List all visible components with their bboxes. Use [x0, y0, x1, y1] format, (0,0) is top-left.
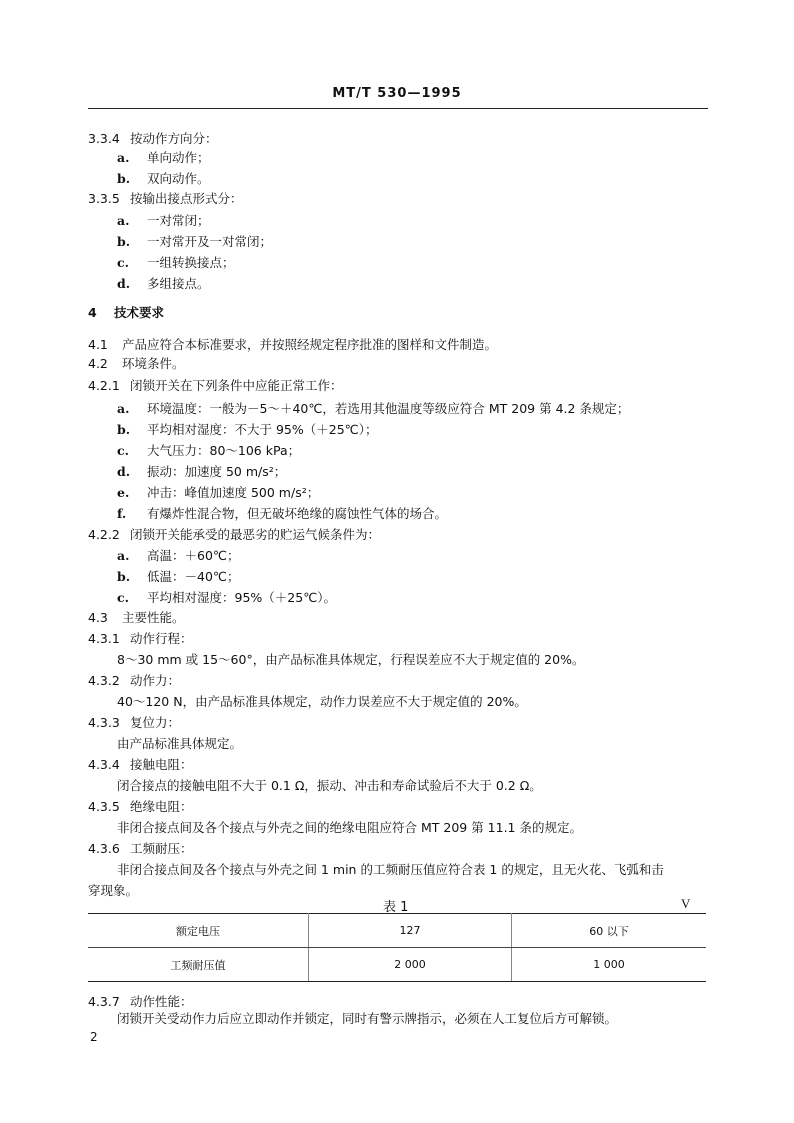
list-item — [117, 548, 239, 564]
section-number: 4.2.2 — [88, 527, 120, 542]
section-text: 动作力： — [130, 673, 181, 688]
page-header: MT/T 530—1995 — [332, 86, 462, 101]
list-item — [117, 150, 210, 166]
section-number: 4.3.2 — [88, 673, 120, 688]
list-item — [117, 590, 336, 606]
section-number: 4.3.4 — [88, 757, 120, 772]
section-number: 4.3.7 — [88, 994, 120, 1009]
section-number: 4.2 — [88, 356, 108, 371]
section-line — [88, 673, 180, 689]
list-item — [117, 506, 447, 522]
section-line — [88, 610, 185, 626]
list-item-text: 低温：－40℃； — [147, 569, 240, 584]
section-text: 按输出接点形式分： — [130, 191, 243, 206]
header-rule — [88, 108, 708, 109]
list-item-label: d. — [117, 276, 131, 291]
list-item — [117, 171, 210, 187]
table-1 — [88, 913, 706, 982]
list-item-text: 平均相对湿度：95%（＋25℃）。 — [147, 590, 336, 605]
list-item-label: a. — [117, 548, 130, 563]
list-item-text: 有爆炸性混合物，但无破坏绝缘的腐蚀性气体的场合。 — [147, 506, 448, 521]
list-item-text: 多组接点。 — [147, 276, 210, 291]
section-number: 4.3.1 — [88, 631, 120, 646]
section-line — [88, 631, 193, 647]
section-text: 闭锁开关能承受的最恶劣的贮运气候条件为： — [130, 527, 381, 542]
paragraph-continuation: 穿现象。 — [88, 883, 139, 898]
paragraph: 8～30 mm 或 15～60°，由产品标准具体规定，行程误差应不大于规定值的 20%。 — [117, 652, 585, 667]
section-line — [88, 527, 380, 543]
list-item-text: 大气压力：80～106 kPa； — [147, 443, 301, 458]
section-line — [88, 757, 193, 773]
table-row — [88, 914, 706, 948]
table-row — [88, 948, 706, 982]
section-text: 动作行程： — [130, 631, 193, 646]
section-line — [88, 305, 164, 321]
section-line — [88, 715, 180, 731]
list-item-label: b. — [117, 171, 131, 186]
list-item — [117, 276, 210, 292]
list-item-label: d. — [117, 464, 131, 479]
section-line — [88, 131, 218, 147]
table-cell: 1 000 — [512, 948, 707, 982]
list-item-label: b. — [117, 569, 131, 584]
section-number: 4.2.1 — [88, 378, 120, 393]
list-item-label: b. — [117, 422, 131, 437]
list-item-text: 一组转换接点； — [147, 255, 235, 270]
list-item — [117, 255, 235, 271]
list-item — [117, 422, 377, 438]
list-item — [117, 234, 272, 250]
list-item-label: c. — [117, 255, 129, 270]
table-cell: 60 以下 — [512, 914, 707, 948]
section-line — [88, 994, 193, 1010]
table-cell: 额定电压 — [88, 914, 309, 948]
section-text: 接触电阻： — [130, 757, 193, 772]
list-item-label: a. — [117, 150, 130, 165]
table-cell: 127 — [309, 914, 512, 948]
list-item-text: 平均相对湿度：不大于 95%（＋25℃）； — [147, 422, 378, 437]
section-text: 动作性能： — [130, 994, 193, 1009]
table-cell: 2 000 — [309, 948, 512, 982]
list-item — [117, 401, 629, 417]
section-text: 复位力： — [130, 715, 181, 730]
list-item-text: 双向动作。 — [147, 171, 210, 186]
section-number: 4.3.5 — [88, 799, 120, 814]
section-text: 按动作方向分： — [130, 131, 218, 146]
paragraph: 非闭合接点间及各个接点与外壳之间 1 min 的工频耐压值应符合表 1 的规定，且无火花、飞弧和击 — [117, 862, 664, 877]
list-item-text: 环境温度：一般为－5～＋40℃，若选用其他温度等级应符合 MT 209 第 4.2 条规定； — [147, 401, 630, 416]
paragraph: 由产品标准具体规定。 — [117, 736, 243, 751]
list-item-label: b. — [117, 234, 131, 249]
section-line — [88, 799, 193, 815]
section-number: 4.3.6 — [88, 841, 120, 856]
section-text: 产品应符合本标准要求，并按照经规定程序批准的图样和文件制造。 — [122, 337, 498, 352]
section-text: 技术要求 — [114, 305, 165, 320]
list-item — [117, 569, 239, 585]
section-number: 4.1 — [88, 337, 108, 352]
section-text: 工频耐压： — [130, 841, 193, 856]
list-item-text: 振动：加速度 50 m/s²； — [147, 464, 287, 479]
list-item-text: 一对常开及一对常闭； — [147, 234, 273, 249]
section-text: 环境条件。 — [122, 356, 185, 371]
section-number: 3.3.5 — [88, 191, 120, 206]
section-line — [88, 337, 497, 353]
section-line — [88, 841, 193, 857]
list-item-label: a. — [117, 213, 130, 228]
list-item — [117, 485, 319, 501]
list-item-text: 高温：＋60℃； — [147, 548, 240, 563]
table-caption: 表 1 — [383, 900, 409, 915]
list-item — [117, 464, 286, 480]
list-item-text: 单向动作； — [147, 150, 210, 165]
section-number: 3.3.4 — [88, 131, 120, 146]
section-text: 绝缘电阻： — [130, 799, 193, 814]
section-text: 闭锁开关在下列条件中应能正常工作： — [130, 378, 343, 393]
section-number: 4.3.3 — [88, 715, 120, 730]
paragraph: 40～120 N，由产品标准具体规定，动作力误差应不大于规定值的 20%。 — [117, 694, 527, 709]
list-item-label: f. — [117, 506, 127, 521]
list-item-label: a. — [117, 401, 130, 416]
list-item-label: e. — [117, 485, 130, 500]
paragraph: 闭合接点的接触电阻不大于 0.1 Ω，振动、冲击和寿命试验后不大于 0.2 Ω。 — [117, 778, 542, 793]
table-unit: V — [681, 896, 691, 911]
page-number: 2 — [90, 1030, 98, 1044]
list-item-text: 一对常闭； — [147, 213, 210, 228]
list-item-label: c. — [117, 590, 129, 605]
paragraph: 闭锁开关受动作力后应立即动作并锁定，同时有警示牌指示，必须在人工复位后方可解锁。 — [117, 1011, 618, 1026]
section-text: 主要性能。 — [122, 610, 185, 625]
table-cell: 工频耐压值 — [88, 948, 309, 982]
list-item-text: 冲击：峰值加速度 500 m/s²； — [147, 485, 320, 500]
section-line — [88, 356, 185, 372]
section-line — [88, 378, 343, 394]
section-number: 4.3 — [88, 610, 108, 625]
list-item — [117, 443, 300, 459]
section-line — [88, 191, 243, 207]
list-item — [117, 213, 210, 229]
paragraph: 非闭合接点间及各个接点与外壳之间的绝缘电阻应符合 MT 209 第 11.1 条的规定。 — [117, 820, 582, 835]
list-item-label: c. — [117, 443, 129, 458]
section-number: 4 — [88, 305, 97, 320]
